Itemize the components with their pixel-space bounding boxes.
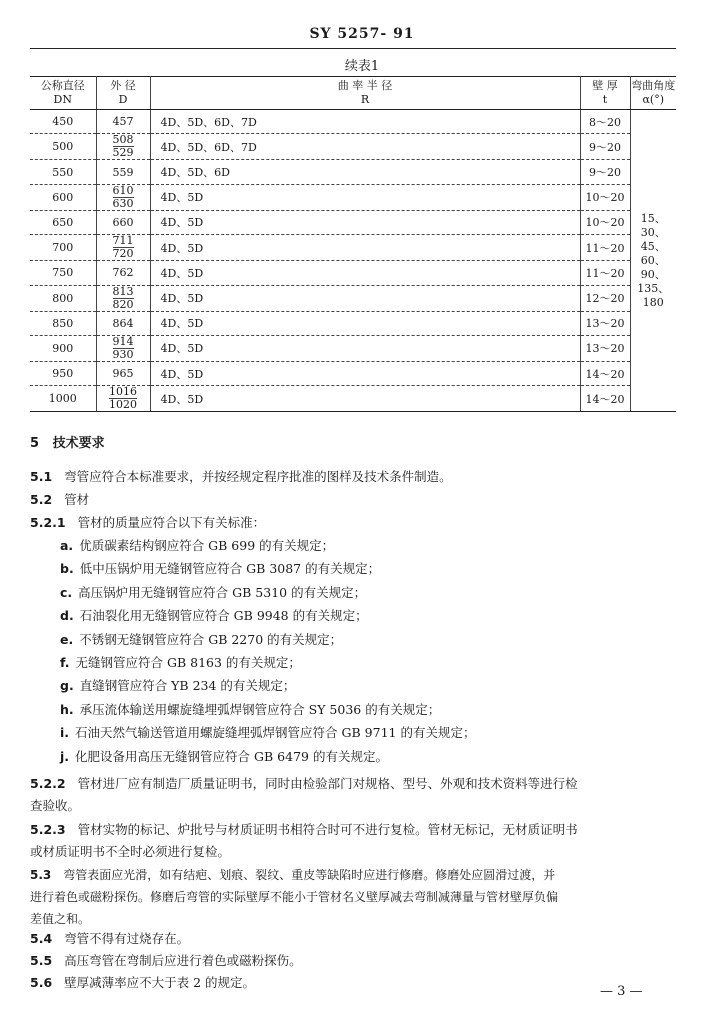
cell-nominal-diameter: 1000 [30,386,96,412]
cell-nominal-diameter: 450 [30,110,96,134]
clause-5-6 [30,972,680,994]
cell-wall-thickness: 10～20 [580,210,630,234]
cell-outer-diameter: 965 [96,361,150,385]
cell-outer-diameter [96,386,150,412]
outer-diameter-value: 610 [112,183,134,197]
standard-list-item [60,582,366,604]
table-row [30,261,676,285]
col-wall-thickness [580,77,630,110]
outer-diameter-pair [113,336,134,361]
section-heading: 技术要求 [52,436,105,451]
standard-list-item [60,722,475,744]
standard-list-item [60,605,368,627]
col-nominal-diameter [30,77,96,110]
list-item-text: 优质碳素结构钢应符合 GB 699 的有关规定； [79,538,335,553]
cell-bend-radius: 4D、5D、6D、7D [150,134,580,160]
list-item-text: 石油裂化用无缝钢管应符合 GB 9948 的有关规定； [79,608,368,624]
clause-num: 5.2.3 [30,822,66,837]
pipe-spec-table [30,76,676,412]
col-bend-radius [150,77,580,110]
cell-nominal-diameter: 600 [30,184,96,210]
cell-bend-radius: 4D、5D [150,235,580,261]
list-item-key: h. [60,701,74,717]
cell-nominal-diameter: 550 [30,160,96,184]
table-row [30,184,676,210]
table-row [30,160,676,184]
outer-diameter-value: 1016 [109,385,137,399]
cell-bend-radius: 4D、5D [150,261,580,285]
cell-bend-radius: 4D、5D [150,361,580,385]
cell-bend-radius: 4D、5D [150,335,580,361]
clause-num: 5.6 [30,975,53,990]
col-od-label: 外 径 [110,79,136,92]
table-body [30,110,676,412]
cell-wall-thickness: 12～20 [580,285,630,311]
standard-number: SY 5257- 91 [309,26,415,42]
clause-5-2 [30,489,680,511]
list-item-key: a. [60,538,74,553]
cell-wall-thickness: 8～20 [580,110,630,134]
cell-wall-thickness: 11～20 [580,235,630,261]
table-row [30,335,676,361]
cell-bend-radius: 4D、5D [150,184,580,210]
clause-num: 5.3 [30,868,52,882]
cell-outer-diameter [96,235,150,261]
cell-nominal-diameter: 500 [30,134,96,160]
col-nominal-label: 公称直径 [40,79,85,92]
col-wall-label: 壁 厚 [592,79,618,92]
list-item-key: b. [60,561,74,577]
cell-bend-radius: 4D、5D [150,386,580,412]
cell-outer-diameter [96,285,150,311]
list-item-text: 承压流体输送用螺旋缝埋弧焊钢管应符合 SY 5036 的有关规定； [79,701,441,717]
cell-bend-radius: 4D、5D [150,210,580,234]
outer-diameter-value: 820 [112,297,134,311]
list-item-text: 高压锅炉用无缝钢管应符合 GB 5310 的有关规定； [78,584,367,600]
cell-outer-diameter [96,134,150,160]
table-row [30,134,676,160]
clause-5-4 [30,928,680,950]
cell-nominal-diameter: 750 [30,261,96,285]
outer-diameter-value: 914 [112,334,134,348]
cell-outer-diameter: 762 [96,261,150,285]
list-item-text: 无缝钢管应符合 GB 8163 的有关规定； [75,655,301,670]
cell-nominal-diameter: 900 [30,335,96,361]
list-item-key: d. [60,608,74,624]
table-row [30,285,676,311]
outer-diameter-value: 813 [112,284,134,298]
cell-outer-diameter: 864 [96,311,150,335]
cell-wall-thickness: 13～20 [580,311,630,335]
clause-text-line: 查验收。 [30,798,81,813]
header-rule [30,48,676,49]
outer-diameter-value: 508 [112,133,134,147]
col-radius-label: 曲 率 半 径 [337,79,393,92]
cell-nominal-diameter: 950 [30,361,96,385]
outer-diameter-value: 930 [112,347,134,361]
outer-diameter-value: 711 [112,234,134,248]
cell-outer-diameter [96,184,150,210]
clause-num: 5.5 [30,953,53,968]
col-angle-symbol: α(°) [642,93,664,106]
table-caption: 续表1 [344,59,380,74]
standard-list-item [60,535,334,557]
list-item-text: 石油天然气输送管道用螺旋缝埋弧焊钢管应符合 GB 9711 的有关规定； [75,725,476,741]
clause-text-line: 进行着色或磁粉探伤。修磨后弯管的实际壁厚不能小于管材名义壁厚减去弯制减薄量与管材壁厚负偏 [30,890,559,904]
clause-text-line: 或材质证明书不全时必须进行复检。 [30,844,231,859]
clause-5-2-1 [30,512,680,534]
table-row [30,110,676,134]
cell-wall-thickness: 10～20 [580,184,630,210]
clause-text: 壁厚减薄率应不大于表 2 的规定。 [64,975,256,990]
clause-text-line: 管材实物的标记、炉批号与材质证明书相符合时可不进行复检。管材无标记，无材质证明书 [77,822,578,837]
clause-text: 高压弯管在弯制后应进行着色或磁粉探伤。 [64,953,302,968]
list-item-text: 直缝钢管应符合 YB 234 的有关规定； [79,678,296,694]
clause-num: 5.4 [30,931,53,946]
list-item-key: g. [60,678,74,694]
col-bend-angle [630,77,676,110]
outer-diameter-value: 1020 [109,398,137,412]
clause-text-line: 管材进厂应有制造厂质量证明书，同时由检验部门对规格、型号、外观和技术资料等进行检 [77,776,578,791]
clause-num: 5.2.1 [30,515,66,530]
clause-text: 弯管应符合本标准要求，并按经规定程序批准的图样及技术条件制造。 [64,469,452,484]
cell-wall-thickness: 9～20 [580,160,630,184]
cell-nominal-diameter: 850 [30,311,96,335]
cell-wall-thickness: 14～20 [580,386,630,412]
cell-nominal-diameter: 800 [30,285,96,311]
standard-list-item [60,652,301,674]
standard-list-item [60,629,342,651]
list-item-key: e. [60,631,74,647]
clause-text: 弯管不得有过烧存在。 [64,931,190,946]
cell-wall-thickness: 9～20 [580,134,630,160]
outer-diameter-value: 630 [112,196,134,210]
col-outer-diameter [96,77,150,110]
cell-outer-diameter: 559 [96,160,150,184]
list-item-key: c. [60,584,73,600]
clause-5-2-2 [30,773,680,817]
col-nominal-symbol: DN [53,93,72,106]
cell-nominal-diameter: 650 [30,210,96,234]
page-number: — 3 — [600,984,643,999]
clause-num: 5.1 [30,469,53,484]
standard-list-item [60,746,388,768]
col-wall-symbol: t [602,93,608,106]
list-item-text: 不锈钢无缝钢管应符合 GB 2270 的有关规定； [79,631,343,647]
table-row [30,210,676,234]
table-row [30,361,676,385]
cell-outer-diameter: 457 [96,110,150,134]
list-item-key: i. [60,725,70,741]
table-row [30,311,676,335]
outer-diameter-pair [113,235,134,260]
cell-bend-radius: 4D、5D [150,311,580,335]
section-title [30,432,105,451]
table-row [30,235,676,261]
clause-5-5 [30,950,680,972]
clause-5-1 [30,466,680,488]
cell-wall-thickness: 11～20 [580,261,630,285]
clause-num: 5.2.2 [30,776,66,791]
clause-text: 管材的质量应符合以下有关标准： [77,515,266,530]
outer-diameter-pair [113,134,134,159]
clause-text-line: 差值之和。 [30,912,91,926]
table-row [30,386,676,412]
outer-diameter-pair [113,185,134,210]
cell-outer-diameter: 660 [96,210,150,234]
outer-diameter-value: 720 [112,247,134,261]
list-item-key: f. [60,655,70,670]
outer-diameter-value: 529 [112,146,134,160]
clause-5-3 [30,864,680,930]
cell-bend-radius: 4D、5D、6D [150,160,580,184]
clause-num: 5.2 [30,492,53,507]
cell-wall-thickness: 14～20 [580,361,630,385]
col-od-symbol: D [118,93,128,106]
clause-text: 管材 [64,492,90,507]
section-number: 5 [30,436,40,451]
standard-list-item [60,675,295,697]
cell-bend-angles: 15、30、45、60、90、135、180 [630,110,676,412]
clause-text-line: 弯管表面应光滑，如有结疤、划痕、裂纹、重皮等缺陷时应进行修磨。修磨处应圆滑过渡，并 [63,868,556,882]
cell-bend-radius: 4D、5D、6D、7D [150,110,580,134]
col-angle-label: 弯曲角度 [631,79,676,92]
clause-5-2-3 [30,819,680,863]
list-item-text: 化肥设备用高压无缝钢管应符合 GB 6479 的有关规定。 [75,748,388,764]
cell-bend-radius: 4D、5D [150,285,580,311]
cell-wall-thickness: 13～20 [580,335,630,361]
outer-diameter-pair [109,386,137,411]
standard-list-item [60,558,380,580]
outer-diameter-pair [113,286,134,311]
standard-list-item [60,699,440,721]
list-item-key: j. [60,748,70,764]
cell-nominal-diameter: 700 [30,235,96,261]
list-item-text: 低中压锅炉用无缝钢管应符合 GB 3087 的有关规定； [79,561,381,577]
col-radius-symbol: R [360,93,370,106]
cell-outer-diameter [96,335,150,361]
